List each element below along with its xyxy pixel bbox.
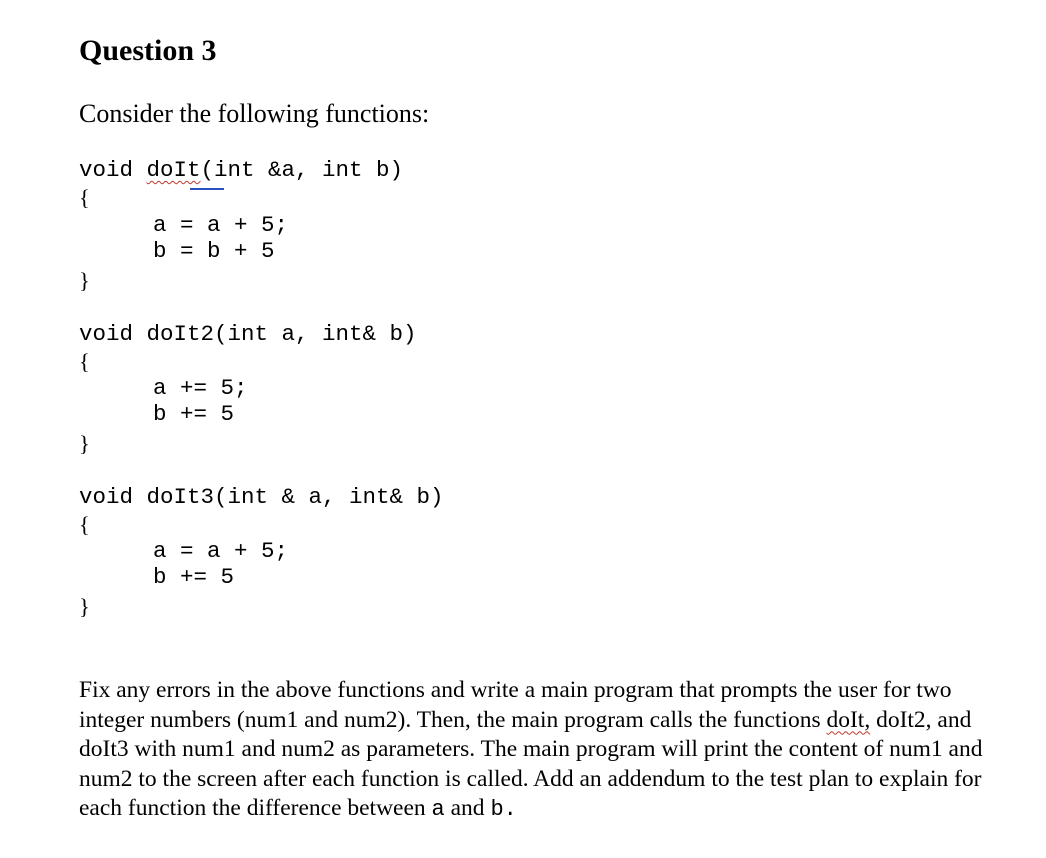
variable-b: b xyxy=(490,797,504,822)
question-intro: Consider the following functions: xyxy=(79,99,430,128)
function-name-doit: doIt xyxy=(146,157,201,183)
signature-params: (int &a, int b) xyxy=(200,157,404,183)
function-2-open-brace: { xyxy=(79,349,90,374)
function-2-line-2: b += 5 xyxy=(153,401,235,427)
function-2-close-brace: } xyxy=(79,431,90,456)
function-1-line-2: b = b + 5 xyxy=(153,238,275,264)
function-3-line-2: b += 5 xyxy=(153,564,235,590)
function-1-close-brace: } xyxy=(79,268,90,293)
instructions-text-2: doIt2, and doIt3 with num1 and num2 as parameters. The main program will print the content of num1 and num2 to the screen after each function is called. Add an addendum to the test plan to explain for each function the difference between xyxy=(79,706,983,821)
function-1-signature xyxy=(79,157,403,184)
instructions-text-1: Fix any errors in the above functions and write a main program that prompts the user for two integer numbers (num1 and num2). Then, the main program calls the functions xyxy=(79,677,952,733)
function-2-signature: void doIt2(int a, int& b) xyxy=(79,321,417,347)
function-1-line-1: a = a + 5; xyxy=(153,212,289,238)
variable-a: a xyxy=(431,797,445,822)
instructions-text-3: and xyxy=(444,795,491,821)
function-1-open-brace: { xyxy=(79,185,90,210)
instructions-paragraph xyxy=(79,676,1009,825)
grammar-underline xyxy=(190,188,224,190)
function-3-signature: void doIt3(int & a, int& b) xyxy=(79,484,444,510)
instructions-period: . xyxy=(503,797,517,822)
function-2-line-1: a += 5; xyxy=(153,375,248,401)
function-3-open-brace: { xyxy=(79,512,90,537)
function-3-line-1: a = a + 5; xyxy=(153,538,289,564)
signature-prefix: void xyxy=(79,157,147,183)
function-name-doit-ref: doIt, xyxy=(826,706,871,733)
question-title: Question 3 xyxy=(79,34,217,67)
function-3-close-brace: } xyxy=(79,594,90,619)
